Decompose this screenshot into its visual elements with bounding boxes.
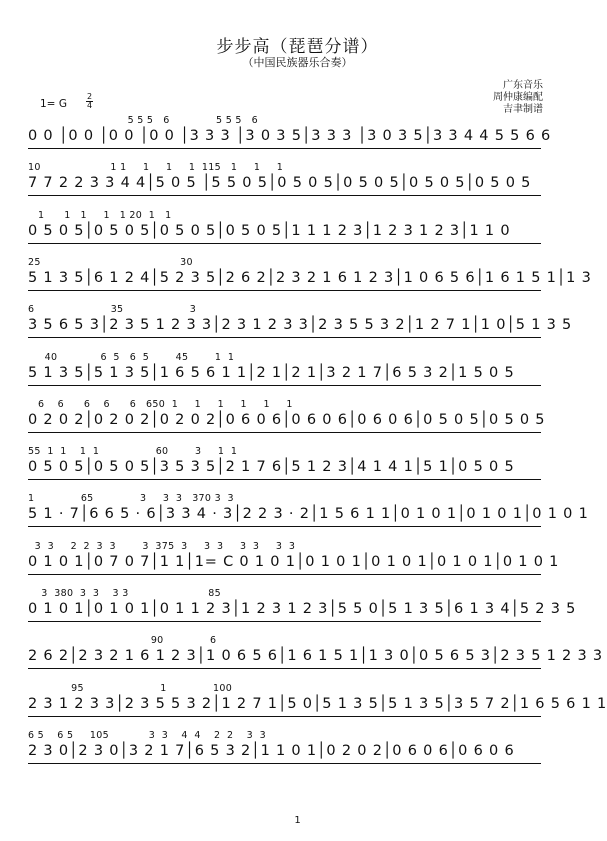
row-upper-notes: 6 35 3 — [28, 304, 197, 316]
beam-underline — [28, 763, 541, 764]
row-upper-notes: 3 380 3 3 3 3 85 — [28, 588, 221, 599]
row-upper-notes: 6 5 6 5 105 3 3 4 4 2 2 3 3 — [28, 729, 266, 741]
row-upper-notes: 1 1 1 1 1 20 1 1 — [28, 209, 172, 221]
time-signature — [86, 93, 93, 110]
row-upper-notes: 40 6 5 6 5 45 1 1 — [28, 351, 235, 363]
row-upper-notes: 90 6 — [28, 635, 217, 647]
time-signature-top: 2 — [86, 92, 93, 101]
beam-underline — [28, 243, 541, 244]
score-title: 步步高（琵琶分谱） — [216, 37, 379, 57]
row-upper-notes: 1 65 3 3 3 370 3 3 — [28, 493, 234, 505]
credit-genre: 广东音乐 — [503, 80, 543, 91]
key-signature: 1= G — [40, 98, 67, 110]
row-upper-notes: 55 1 1 1 1 60 3 1 1 — [28, 446, 238, 458]
notation-row: 7 7 2 2 3 3 4 4│5 0 5 │5 5 0 5│0 5 0 5│0 5 0 5│0 5 0 5│0 5 0 5 — [28, 175, 541, 194]
time-signature-bottom: 4 — [86, 101, 93, 110]
score-subtitle: （中国民族器乐合奏） — [242, 56, 353, 69]
notation-row: 2 6 2│2 3 2 1 6 1 2 3│1 0 6 5 6│1 6 1 5 1│1 3 0│0 5 6 5 3│2 3 5 1 2 3 3 — [28, 648, 541, 667]
beam-underline — [28, 668, 541, 669]
beam-underline — [28, 716, 541, 717]
beam-underline — [28, 574, 541, 575]
notation-row: 0 1 0 1│0 1 0 1│0 1 1 2 3│1 2 3 1 2 3│5 5 0│5 1 3 5│6 1 3 4│5 2 3 5 — [28, 601, 541, 620]
notation-row: 3 5 6 5 3│2 3 5 1 2 3 3│2 3 1 2 3 3│2 3 5 5 3 2│1 2 7 1│1 0│5 1 3 5 — [28, 317, 541, 336]
beam-underline — [28, 432, 541, 433]
beam-underline — [28, 385, 541, 386]
notation-row: 5 1 3 5│6 1 2 4│5 2 3 5│2 6 2│2 3 2 1 6 1 2 3│1 0 6 5 6│1 6 1 5 1│1 3 — [28, 270, 541, 289]
notation-row: 2 3 1 2 3 3│2 3 5 5 3 2│1 2 7 1│5 0│5 1 3 5│5 1 3 5│3 5 7 2│1 6 5 6 1 1 — [28, 696, 541, 715]
beam-underline — [28, 621, 541, 622]
beam-underline — [28, 337, 541, 338]
row-upper-notes: 95 1 100 — [28, 682, 233, 694]
notation-row: 5 1 3 5│5 1 3 5│1 6 5 6 1 1│2 1│2 1│3 2 1 7│6 5 3 2│1 5 0 5 — [28, 365, 541, 384]
notation-row: 0 2 0 2│0 2 0 2│0 2 0 2│0 6 0 6│0 6 0 6│0 6 0 6│0 5 0 5│0 5 0 5 — [28, 412, 541, 431]
beam-underline — [28, 526, 541, 527]
notation-row: 0 5 0 5│0 5 0 5│0 5 0 5│0 5 0 5│1 1 1 2 3│1 2 3 1 2 3│1 1 0 — [28, 223, 541, 242]
beam-underline — [28, 290, 541, 291]
notation-row: 0 1 0 1│0 7 0 7│1 1│1= C 0 1 0 1│0 1 0 1│0 1 0 1│0 1 0 1│0 1 0 1 — [28, 554, 541, 573]
row-upper-notes: 5 5 5 6 5 5 5 6 — [28, 115, 259, 126]
row-upper-notes: 6 6 6 6 6 650 1 1 1 1 1 1 — [28, 398, 293, 410]
beam-underline — [28, 195, 541, 196]
credits — [493, 80, 543, 116]
beam-underline — [28, 479, 541, 480]
row-upper-notes: 3 3 2 2 3 3 3 375 3 3 3 3 3 3 3 — [28, 540, 296, 552]
page-number: 1 — [294, 815, 301, 826]
beam-underline — [28, 148, 541, 149]
credit-arranger: 周仲康编配 — [493, 92, 543, 103]
notation-row: 2 3 0│2 3 0│3 2 1 7│6 5 3 2│1 1 0 1│0 2 0 2│0 6 0 6│0 6 0 6 — [28, 743, 541, 762]
row-upper-notes: 10 1 1 1 1 1 115 1 1 1 — [28, 162, 284, 174]
notation-row: 0 0 │0 0 │0 0 │0 0 │3 3 3 │3 0 3 5│3 3 3 │3 0 3 5│3 3 4 4 5 5 6 6 — [28, 128, 541, 147]
credit-engraver: 吉聿制谱 — [503, 104, 543, 115]
row-upper-notes: 25 30 — [28, 256, 193, 268]
notation-row: 5 1 · 7│6 6 5 · 6│3 3 4 · 3│2 2 3 · 2│1 5 6 1 1│0 1 0 1│0 1 0 1│0 1 0 1 — [28, 506, 541, 525]
notation-row: 0 5 0 5│0 5 0 5│3 5 3 5│2 1 7 6│5 1 2 3│4 1 4 1│5 1│0 5 0 5 — [28, 459, 541, 478]
